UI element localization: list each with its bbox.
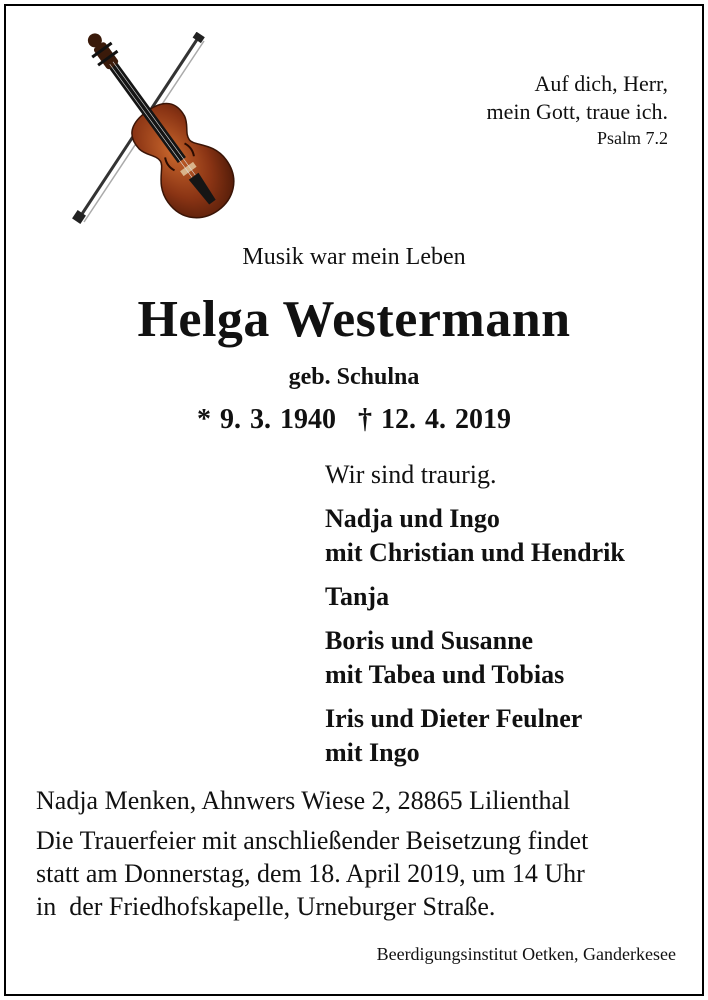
psalm-verse (487, 70, 668, 150)
deceased-name: Helga Westermann (137, 291, 571, 348)
life-dates (6, 404, 702, 436)
death-date: † 12. 4. 2019 (358, 404, 511, 435)
mourner-line: mit Ingo (325, 738, 420, 767)
mourner-line: mit Christian und Hendrik (325, 538, 625, 567)
mourner-group (325, 624, 625, 692)
mourner-group (325, 702, 625, 770)
birth-name: geb. Schulna (288, 364, 420, 390)
mourners-intro: Wir sind traurig. (325, 460, 497, 489)
contact-address: Nadja Menken, Ahnwers Wiese 2, 28865 Lilienthal (36, 786, 571, 815)
mourner-line: mit Tabea und Tobias (325, 660, 565, 689)
verse-line-2: mein Gott, traue ich. (486, 99, 668, 124)
funeral-line: statt am Donnerstag, dem 18. April 2019, um 14 Uhr (36, 859, 585, 888)
violin-icon (66, 32, 256, 228)
funeral-line: in der Friedhofskapelle, Urneburger Straße. (36, 892, 496, 921)
birth-date: * 9. 3. 1940 (197, 404, 336, 435)
mourner-line: Tanja (325, 582, 390, 611)
mourners-list (325, 458, 625, 780)
mourner-line: Nadja und Ingo (325, 504, 500, 533)
funeral-notice (36, 824, 588, 923)
verse-line-1: Auf dich, Herr, (534, 71, 668, 96)
verse-reference: Psalm 7.2 (596, 128, 668, 148)
motto: Musik war mein Leben (242, 244, 466, 270)
obituary-card (4, 4, 704, 996)
mourner-group (325, 580, 625, 614)
undertaker: Beerdigungsinstitut Oetken, Ganderkesee (376, 944, 676, 964)
mourner-group (325, 502, 625, 570)
mourner-line: Iris und Dieter Feulner (325, 704, 583, 733)
mourner-line: Boris und Susanne (325, 626, 534, 655)
funeral-line: Die Trauerfeier mit anschließender Beisetzung findet (36, 826, 589, 855)
